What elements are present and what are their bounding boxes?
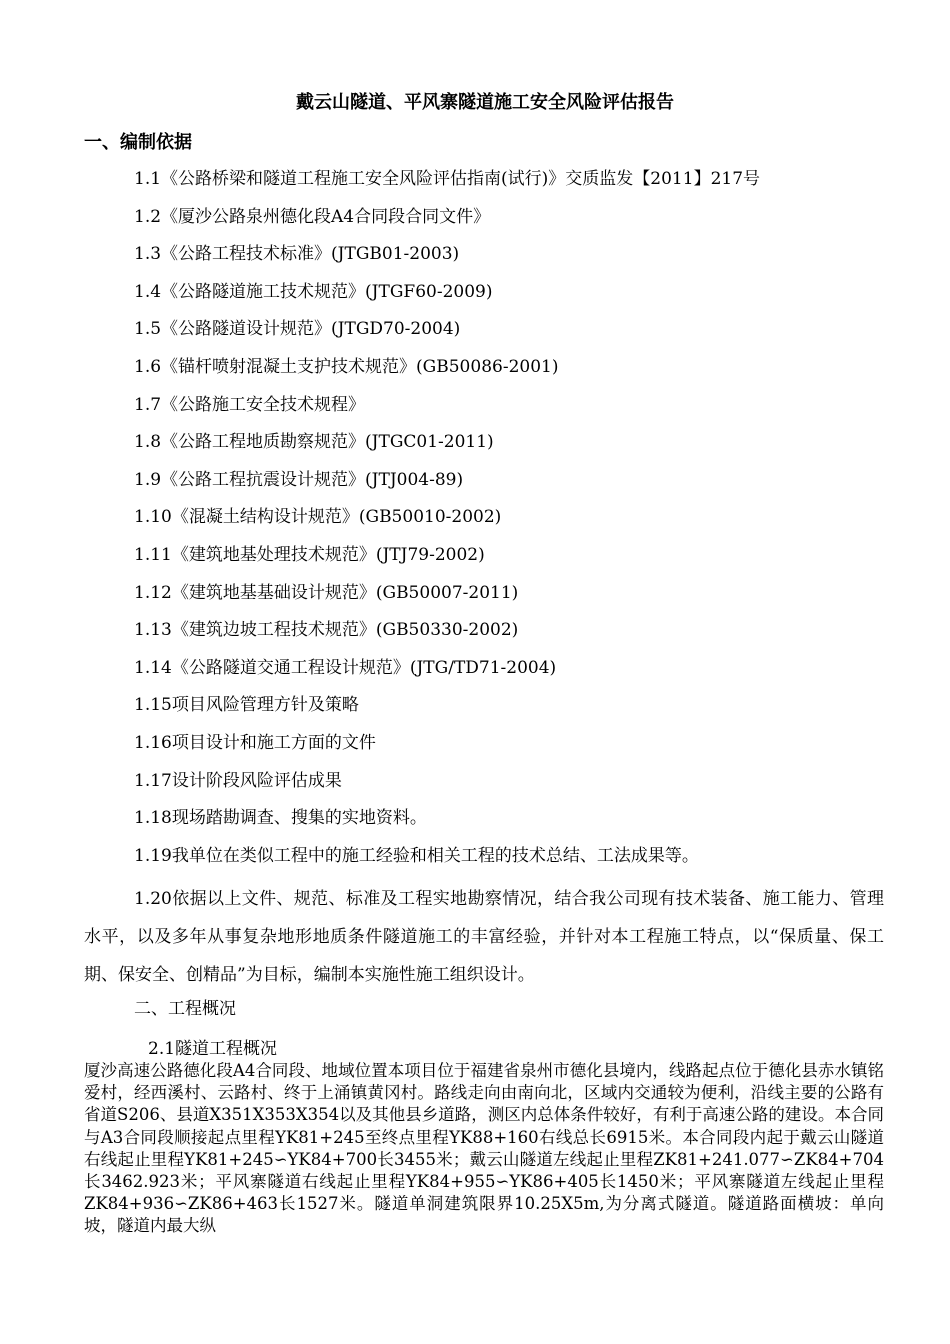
reference-item: 1.7《公路施工安全技术规程》 <box>134 394 366 415</box>
reference-item: 1.8《公路工程地质勘察规范》(JTGC01-2011) <box>134 432 494 453</box>
reference-item: 1.13《建筑边坡工程技术规范》(GB50330-2002) <box>134 620 519 641</box>
reference-item: 1.15项目风险管理方针及策略 <box>134 695 359 716</box>
reference-item: 1.4《公路隧道施工技术规范》(JTGF60-2009) <box>134 281 493 302</box>
reference-item: 1.1《公路桥梁和隧道工程施工安全风险评估指南(试行)》交质监发【2011】217号 <box>134 169 761 189</box>
reference-item: 1.12《建筑地基基础设计规范》(GB50007-2011) <box>134 582 519 603</box>
reference-item: 1.6《锚杆喷射混凝土支护技术规范》(GB50086-2001) <box>134 356 559 377</box>
reference-item: 1.11《建筑地基处理技术规范》(JTJ79-2002) <box>134 544 485 565</box>
reference-item: 1.17设计阶段风险评估成果 <box>134 770 342 791</box>
reference-item: 1.18现场踏勘调查、搜集的实地资料。 <box>134 808 427 829</box>
section-heading-overview: 二、工程概况 <box>134 999 236 1019</box>
reference-item: 1.3《公路工程技术标准》(JTGB01-2003) <box>134 244 460 265</box>
reference-item: 1.14《公路隧道交通工程设计规范》(JTG/TD71-2004) <box>134 657 557 678</box>
subsection-heading-tunnel-overview: 2.1隧道工程概况 <box>148 1039 278 1059</box>
document-title: 戴云山隧道、平风寨隧道施工安全风险评估报告 <box>296 92 674 113</box>
section-heading-basis: 一、编制依据 <box>84 132 192 153</box>
reference-item: 1.2《厦沙公路泉州德化段A4合同段合同文件》 <box>134 206 491 227</box>
reference-item: 1.10《混凝土结构设计规范》(GB50010-2002) <box>134 507 502 528</box>
reference-item: 1.19我单位在类似工程中的施工经验和相关工程的技术总结、工法成果等。 <box>134 845 699 866</box>
basis-summary-paragraph: 1.20依据以上文件、规范、标准及工程实地勘察情况，结合我公司现有技术装备、施工能力、管理水平，以及多年从事复杂地形地质条件隧道施工的丰富经验，并针对本工程施工特点，以“保质量、保工期、保安全、创精品”为目标，编制本实施性施工组织设计。 <box>84 889 884 985</box>
reference-item: 1.16项目设计和施工方面的文件 <box>134 732 376 753</box>
tunnel-overview-paragraph: 厦沙高速公路德化段A4合同段、地域位置本项目位于福建省泉州市德化县境内，线路起点位于德化县赤水镇铭爱村，经西溪村、云路村、终于上涌镇黄冈村。路线走向由南向北，区域内交通较为便利，沿线主要的公路有省道S206、县道X351X353X354以及其他县乡道路，测区内总体条件较好，有利于高速公路的建设。本合同与A3合同段顺接起点里程YK81+245至终点里程YK88+160右线总长6915米。本合同段内起于戴云山隧道右线起止里程YK81+245∽YK84+700长3455米；戴云山隧道左线起止里程ZK81+241.077∽ZK84+704长3462.923米；平风寨隧道右线起止里程YK84+955∽YK86+405长1450米；平风寨隧道左线起止里程ZK84+936∽ZK86+463长1527米。隧道单洞建筑限界10.25X5m,为分离式隧道。隧道路面横坡：单向坡，隧道内最大纵 <box>84 1061 884 1236</box>
reference-list <box>134 166 760 880</box>
reference-item: 1.9《公路工程抗震设计规范》(JTJ004-89) <box>134 469 464 490</box>
reference-item: 1.5《公路隧道设计规范》(JTGD70-2004) <box>134 319 461 340</box>
